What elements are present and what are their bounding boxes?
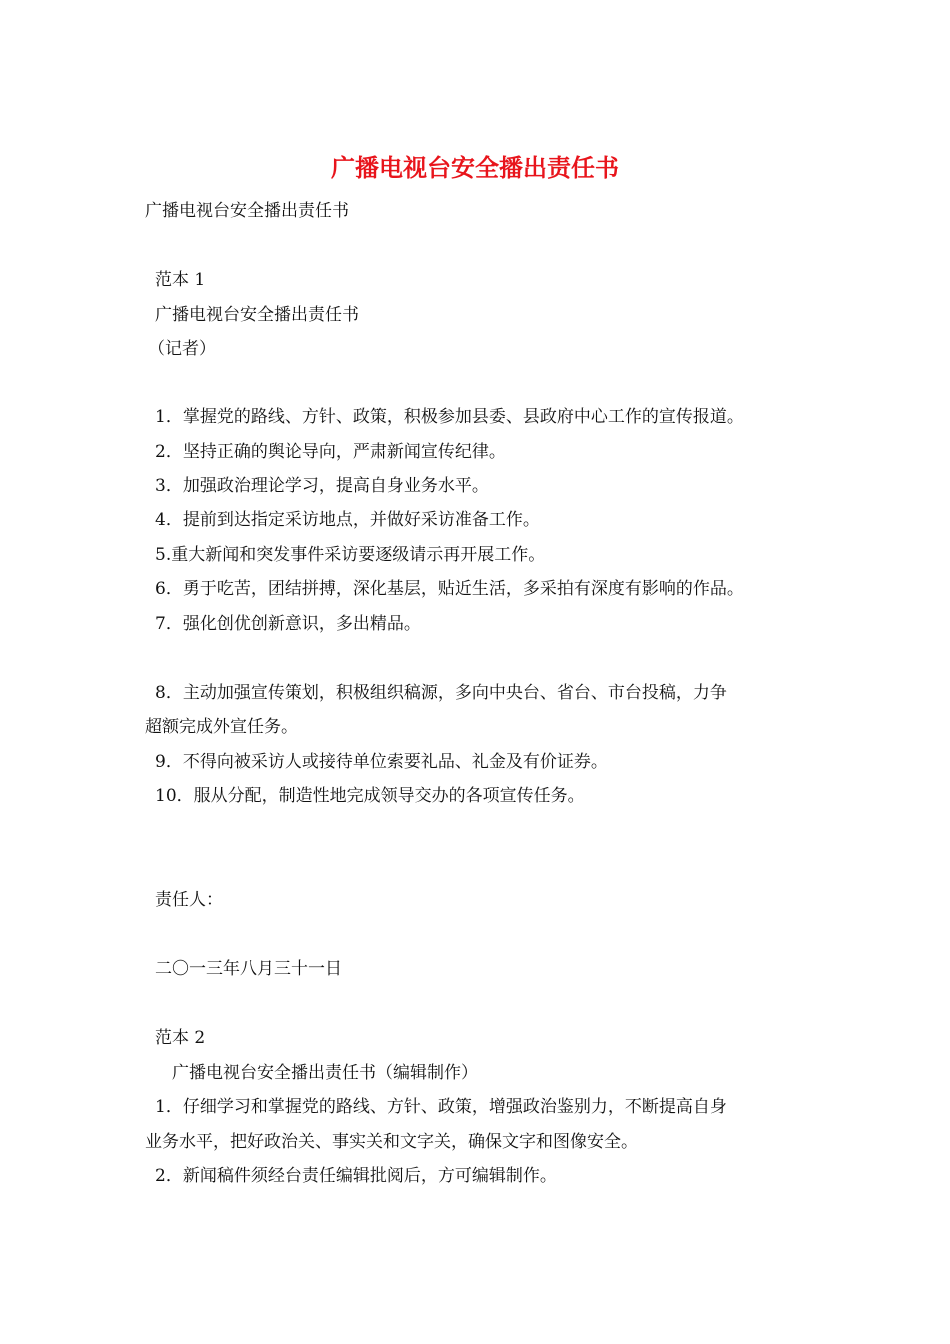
sample1-item: 3．加强政治理论学习，提高自身业务水平。 [155, 476, 489, 496]
sample1-heading: 范本 1 [155, 270, 206, 290]
sample1-item: 2．坚持正确的舆论导向，严肃新闻宣传纪律。 [155, 442, 506, 462]
sample1-item: 5.重大新闻和突发事件采访要逐级请示再开展工作。 [155, 545, 546, 565]
sample1-item: 7．强化创优创新意识，多出精品。 [155, 614, 421, 634]
sample1-item: 1．掌握党的路线、方针、政策，积极参加县委、县政府中心工作的宣传报道。 [155, 407, 744, 427]
sample1-item: 6．勇于吃苦，团结拼搏，深化基层，贴近生活，多采拍有深度有影响的作品。 [155, 579, 744, 599]
sample1-item: 4．提前到达指定采访地点，并做好采访准备工作。 [155, 510, 540, 530]
document-date: 二〇一三年八月三十一日 [155, 959, 342, 979]
sample2-name: 广播电视台安全播出责任书（编辑制作） [172, 1063, 478, 1083]
sample1-item: 9．不得向被采访人或接待单位索要礼品、礼金及有价证券。 [155, 752, 608, 772]
sample1-name: 广播电视台安全播出责任书 [155, 305, 359, 325]
document-title: 广播电视台安全播出责任书 [331, 153, 619, 182]
document-subtitle: 广播电视台安全播出责任书 [145, 201, 349, 221]
sample2-item: 2．新闻稿件须经台责任编辑批阅后，方可编辑制作。 [155, 1166, 557, 1186]
sample1-role: （记者） [148, 339, 216, 359]
sample1-item-continued: 超额完成外宣任务。 [145, 717, 298, 737]
responsible-person-label: 责任人： [155, 890, 223, 910]
sample1-item: 10．服从分配，制造性地完成领导交办的各项宣传任务。 [155, 786, 585, 806]
sample2-item: 1．仔细学习和掌握党的路线、方针、政策，增强政治鉴别力，不断提高自身 [155, 1097, 727, 1117]
sample1-item: 8．主动加强宣传策划，积极组织稿源，多向中央台、省台、市台投稿，力争 [155, 683, 727, 703]
sample2-heading: 范本 2 [155, 1028, 206, 1048]
sample2-item-continued: 业务水平，把好政治关、事实关和文字关，确保文字和图像安全。 [145, 1132, 638, 1152]
